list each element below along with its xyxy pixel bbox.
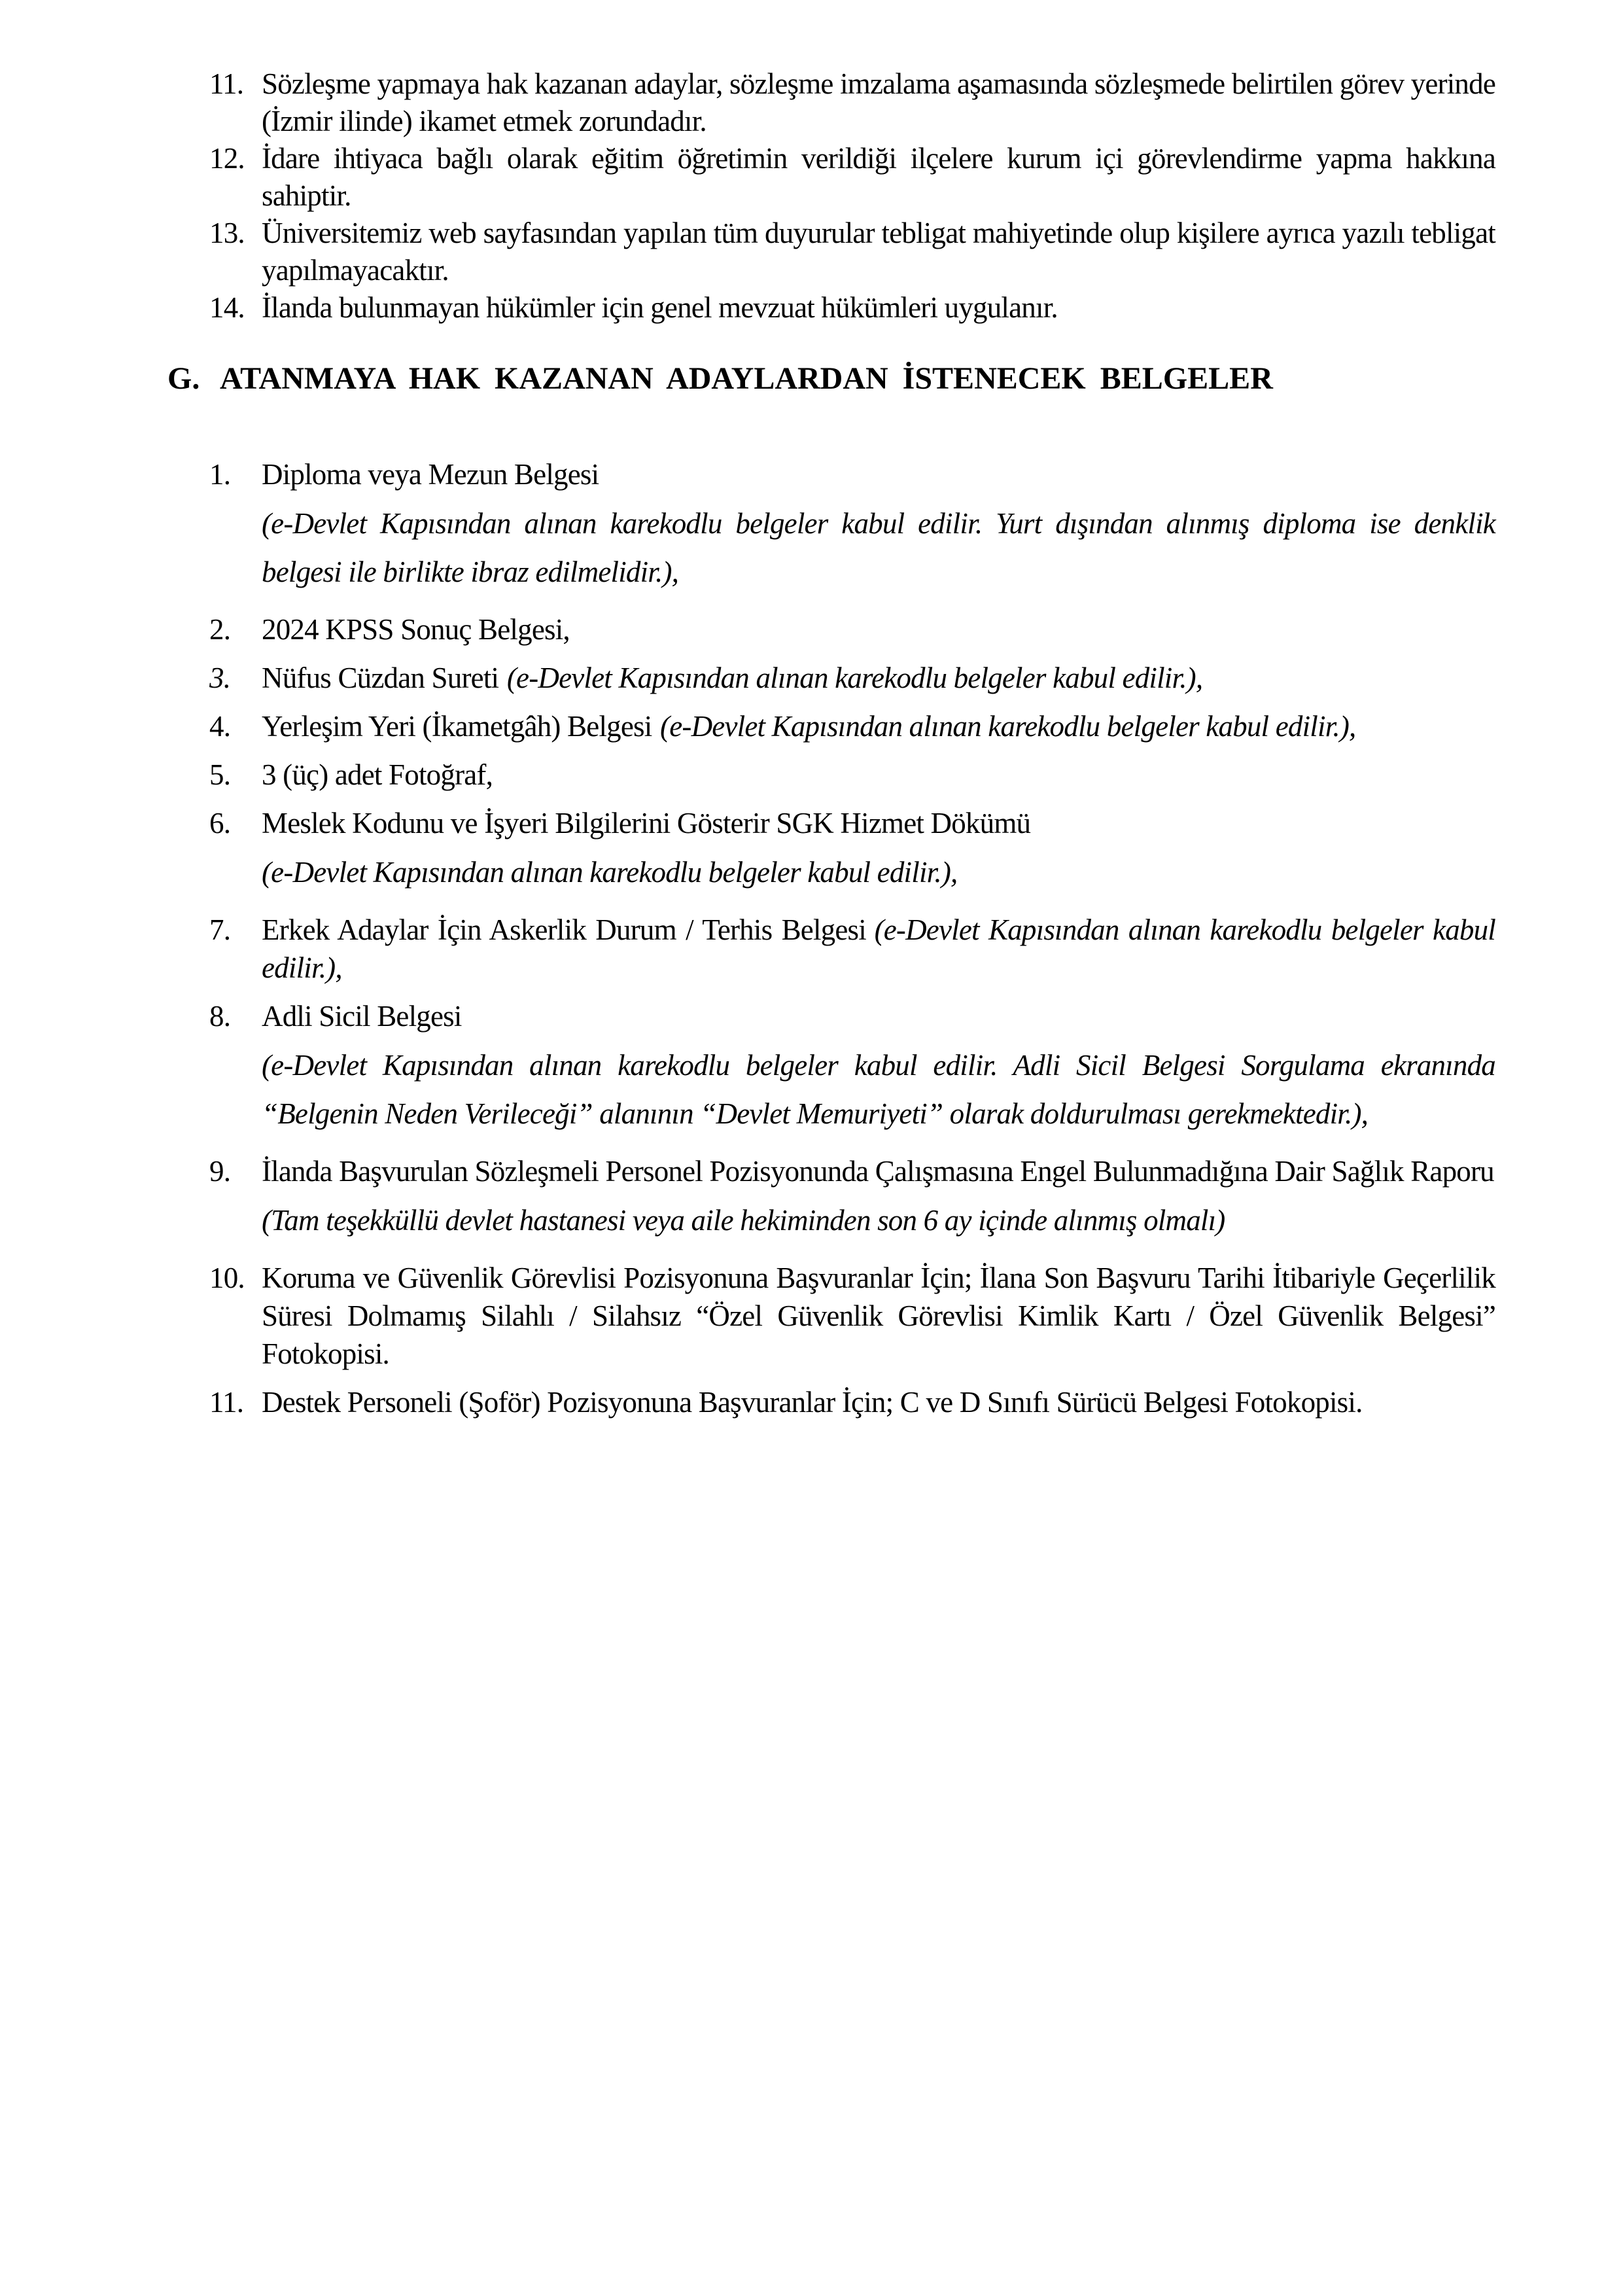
doc-title [262,659,1495,697]
doc-body [262,911,1495,987]
item-text: Üniversitemiz web sayfasından yapılan tüm duyurular tebligat mahiyetinde olup kişilere ayrıca yazılı tebligat yapılmayacaktır. [262,217,1495,287]
doc-number: 11. [209,1386,244,1419]
list-item [209,140,1495,215]
doc-title: Meslek Kodunu ve İşyeri Bilgilerini Gösterir SGK Hizmet Dökümü [262,807,1031,839]
section-heading [167,361,1495,397]
doc-inline-note: (e-Devlet Kapısından alınan karekodlu belgeler kabul edilir.), [660,710,1356,743]
list-item [209,65,1495,140]
doc-body [262,659,1495,697]
item-number: 14. [209,291,245,324]
item-number: 12. [209,142,245,175]
doc-item [209,455,1495,600]
item-text: İlanda bulunmayan hükümler için genel mevzuat hükümleri uygulanır. [262,291,1058,324]
general-terms-list [209,65,1495,327]
doc-title [262,911,1495,987]
list-item [209,215,1495,289]
doc-inline-note: (e-Devlet Kapısından alınan karekodlu belgeler kabul edilir.), [506,662,1203,694]
doc-inline-note: (e-Devlet Kapısından alınan karekodlu belgeler kabul edilir.), [262,913,1495,984]
doc-title: Adli Sicil Belgesi [262,1000,462,1033]
doc-body [262,1152,1495,1248]
doc-title: 3 (üç) adet Fotoğraf, [262,758,493,791]
doc-title: İlanda Başvurulan Sözleşmeli Personel Pozisyonunda Çalışmasına Engel Bulunmadığına Dair Sağlık Raporu [262,1155,1494,1188]
doc-title-text: Nüfus Cüzdan Sureti [262,662,499,694]
section-title: ATANMAYA HAK KAZANAN ADAYLARDAN İSTENECEK BELGELER [220,361,1273,396]
doc-title: Diploma veya Mezun Belgesi [262,458,599,491]
doc-note: (e-Devlet Kapısından alınan karekodlu belgeler kabul edilir.), [262,856,958,889]
doc-number: 9. [209,1155,231,1188]
doc-number: 4. [209,710,231,743]
doc-item [209,997,1495,1142]
doc-note: (Tam teşekküllü devlet hastanesi veya aile hekiminden son 6 ay içinde alınmış olmalı) [262,1204,1225,1237]
doc-title: 2024 KPSS Sonuç Belgesi, [262,613,570,646]
doc-number: 3. [209,662,231,694]
doc-title: Destek Personeli (Şoför) Pozisyonuna Başvuranlar İçin; C ve D Sınıfı Sürücü Belgesi Fotokopisi. [262,1386,1363,1419]
doc-number: 6. [209,807,231,839]
doc-number: 2. [209,613,231,646]
doc-number: 7. [209,913,231,946]
item-text: İdare ihtiyaca bağlı olarak eğitim öğretimin verildiği ilçelere kurum içi görevlendirme yapma hakkına sahiptir. [262,142,1495,212]
doc-title: Koruma ve Güvenlik Görevlisi Pozisyonuna Başvuranlar İçin; İlana Son Başvuru Tarihi İtibariyle Geçerlilik Süresi Dolmamış Silahlı / Silahsız “Özel Güvenlik Görevlisi Kimlik Kartı / Özel Güvenlik Belgesi” Fotokopisi. [262,1262,1495,1370]
doc-number: 5. [209,758,231,791]
doc-note: (e-Devlet Kapısından alınan karekodlu belgeler kabul edilir. Yurt dışından alınmış diploma ise denklik belgesi ile birlikte ibraz edilmelidir.), [262,507,1495,588]
doc-title-text: Erkek Adaylar İçin Askerlik Durum / Terhis Belgesi [262,913,866,946]
doc-item [209,1383,1495,1421]
doc-body [262,610,1495,648]
doc-title-text: Yerleşim Yeri (İkametgâh) Belgesi [262,710,652,743]
item-number: 11. [209,67,244,100]
doc-item [209,659,1495,697]
doc-number: 8. [209,1000,231,1033]
list-item [209,289,1495,327]
documents-list [209,455,1495,1421]
doc-item [209,756,1495,794]
item-number: 13. [209,217,245,249]
item-text: Sözleşme yapmaya hak kazanan adaylar, sözleşme imzalama aşamasında sözleşmede belirtilen görev yerinde (İzmir ilinde) ikamet etmek zorundadır. [262,67,1495,137]
doc-number: 1. [209,458,231,491]
doc-body [262,997,1495,1142]
doc-body [262,1259,1495,1373]
doc-body [262,756,1495,794]
doc-body [262,804,1495,900]
doc-body [262,707,1495,745]
doc-body [262,1383,1495,1421]
doc-title [262,707,1495,745]
doc-item [209,1259,1495,1373]
doc-body [262,455,1495,600]
doc-item [209,804,1495,900]
doc-item [209,911,1495,987]
section-letter: G. [167,361,200,396]
doc-number: 10. [209,1262,245,1294]
doc-item [209,1152,1495,1248]
doc-item [209,707,1495,745]
doc-item [209,610,1495,648]
doc-note: (e-Devlet Kapısından alınan karekodlu belgeler kabul edilir. Adli Sicil Belgesi Sorgulama ekranında “Belgenin Neden Verileceği” alanının “Devlet Memuriyeti” olarak doldurulması gerekmektedir.), [262,1049,1495,1130]
